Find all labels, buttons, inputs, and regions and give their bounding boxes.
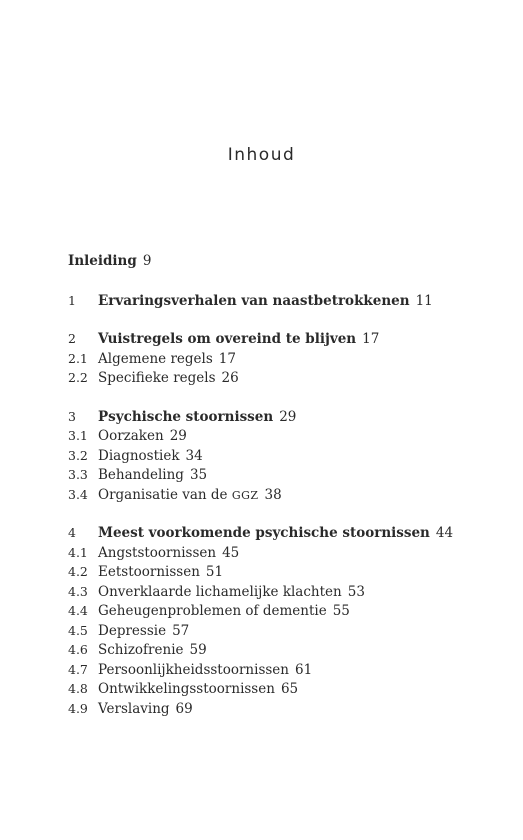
toc-section [68,349,498,369]
section-number: 4.9 [68,700,88,716]
section-number: 4.1 [68,544,88,560]
section-number: 3.4 [68,486,88,502]
toc-intro [68,252,498,272]
section-number: 3.1 [68,428,88,443]
toc-chapter [68,523,498,543]
section-title: Behandeling [98,467,184,483]
chapter-page: 44 [435,525,454,541]
chapter-title: Ervaringsverhalen van naastbetrokkenen [98,292,410,309]
toc-section [68,640,498,660]
section-page: 17 [218,350,236,367]
section-page: 51 [205,564,224,580]
section-title: Eetstoornissen [98,564,200,580]
toc-chapter [68,407,498,427]
page-title: Inhoud [227,145,296,166]
toc-chapter [68,329,498,349]
section-title: Onverklaarde lichamelijke klachten [98,583,342,600]
section-number: 4.8 [68,681,88,696]
section-title: Algemene regels [98,350,213,367]
section-page: 65 [280,681,299,697]
toc-section [68,582,498,602]
chapter-number: 2 [68,331,76,346]
toc-section [68,426,498,446]
section-page: 38 [264,486,282,503]
section-title: Specifieke regels [98,370,216,386]
section-title: Angststoornissen [98,544,217,561]
toc-section [68,621,498,641]
chapter-page: 11 [415,292,433,309]
section-title: Verslaving [98,700,170,717]
section-title: Depressie [98,622,167,639]
chapter-page: 17 [362,331,380,347]
toc-section [68,562,498,582]
chapter-title: Meest voorkomende psychische stoornissen [98,525,430,541]
section-page: 57 [172,622,190,639]
section-title: Ontwikkelingsstoornissen [98,681,275,697]
section-title: Organisatie van de [98,486,228,503]
toc-section [68,543,498,563]
section-number: 4.7 [68,661,88,677]
toc-chapters [68,291,498,719]
section-page: 69 [175,700,193,717]
section-title: Schizofrenie [98,642,184,658]
toc-section [68,446,498,466]
toc-section [68,485,498,505]
toc-section [68,679,498,699]
section-number: 3.3 [68,467,88,482]
section-number: 4.2 [68,564,88,579]
section-number: 4.5 [68,622,88,638]
table-of-contents [68,252,498,718]
section-page: 61 [294,661,313,678]
toc-intro-label: Inleiding [68,253,137,269]
section-number: 2.1 [68,350,88,366]
section-number: 4.3 [68,583,88,599]
section-abbr: GGZ [231,488,259,502]
toc-section [68,465,498,485]
section-title: Diagnostiek [98,447,180,464]
section-title: Oorzaken [98,428,164,444]
section-number: 2.2 [68,370,88,385]
toc-intro-page: 9 [142,253,152,269]
section-number: 4.4 [68,603,88,618]
toc-chapter [68,291,498,311]
section-page: 26 [221,370,239,386]
section-title: Persoonlijkheidsstoornissen [98,661,289,678]
section-number: 3.2 [68,447,88,463]
toc-section [68,601,498,621]
chapter-page: 29 [279,408,297,425]
section-page: 55 [332,603,350,619]
section-page: 45 [222,544,240,561]
chapter-title: Psychische stoornissen [98,408,274,425]
section-page: 59 [189,642,207,658]
section-page: 29 [169,428,187,444]
toc-section [68,660,498,680]
chapter-number: 1 [68,292,76,308]
section-title: Geheugenproblemen of dementie [98,603,327,619]
section-page: 34 [185,447,203,464]
section-page: 35 [189,467,208,483]
section-page: 53 [347,583,365,600]
toc-section [68,368,498,388]
section-number: 4.6 [68,642,88,657]
chapter-number: 3 [68,408,76,424]
chapter-title: Vuistregels om overeind te blijven [98,331,357,347]
chapter-number: 4 [68,525,76,540]
toc-section [68,699,498,719]
